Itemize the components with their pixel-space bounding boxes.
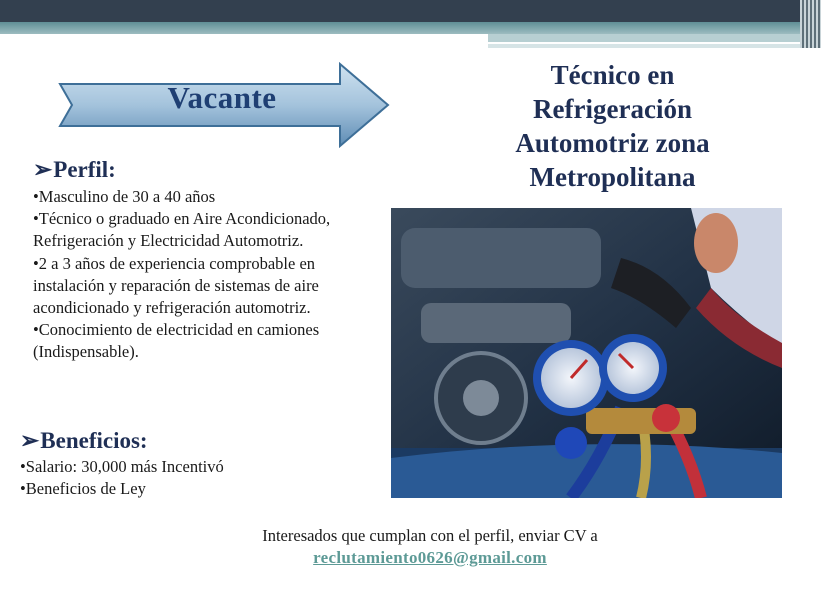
header-teal-band xyxy=(0,22,821,34)
job-title-line: Técnico en xyxy=(550,60,675,90)
list-item-text: Conocimiento de electricidad en camiones (Indispensable). xyxy=(33,320,320,362)
list-item-text: Beneficios de Ley xyxy=(25,479,146,499)
header-stripe-thin xyxy=(488,44,821,48)
beneficios-heading xyxy=(20,428,148,454)
list-item: •Conocimiento de electricidad en camiones (Indispensable). xyxy=(33,320,320,362)
job-title-line: Metropolitana xyxy=(529,162,696,192)
technician-gauges-photo xyxy=(391,208,782,498)
check-arrow-icon: ➢ xyxy=(20,428,40,453)
beneficios-heading-text: Beneficios: xyxy=(40,428,148,453)
job-title-line: Refrigeración xyxy=(533,94,692,124)
list-item-text: Salario: 30,000 más Incentivó xyxy=(25,457,224,476)
list-item-text: 2 a 3 años de experiencia comprobable en instalación y reparación de sistemas de aire acondicionado y refrigeración automotriz. xyxy=(33,253,319,318)
footer-instructions: Interesados que cumplan con el perfil, enviar CV a xyxy=(262,526,598,545)
perfil-list xyxy=(33,186,363,364)
list-item: •Técnico o graduado en Aire Acondicionado, Refrigeración y Electricidad Automotriz. xyxy=(33,209,331,251)
perfil-heading xyxy=(33,157,116,183)
job-title xyxy=(480,58,745,194)
vacancy-label: Vacante xyxy=(167,80,277,115)
list-item-text: Masculino de 30 a 40 años xyxy=(38,187,216,206)
header-stripe xyxy=(488,34,821,42)
list-item: •Salario: 30,000 más Incentivó xyxy=(20,457,224,476)
list-item: •Beneficios de Ley xyxy=(20,479,146,499)
header-band xyxy=(0,0,821,22)
contact-email-link[interactable]: reclutamiento0626@gmail.com xyxy=(313,548,547,567)
beneficios-list xyxy=(20,456,360,500)
corner-decoration xyxy=(800,0,821,48)
list-item: •Masculino de 30 a 40 años xyxy=(33,187,216,206)
list-item-text: Técnico o graduado en Aire Acondicionado, Refrigeración y Electricidad Automotriz. xyxy=(33,209,331,251)
list-item: •2 a 3 años de experiencia comprobable en instalación y reparación de sistemas de aire acondicionado y refrigeración automotriz. xyxy=(33,253,319,318)
check-arrow-icon: ➢ xyxy=(33,157,53,182)
perfil-heading-text: Perfil: xyxy=(53,157,116,182)
job-title-line: Automotriz zona xyxy=(515,128,710,158)
